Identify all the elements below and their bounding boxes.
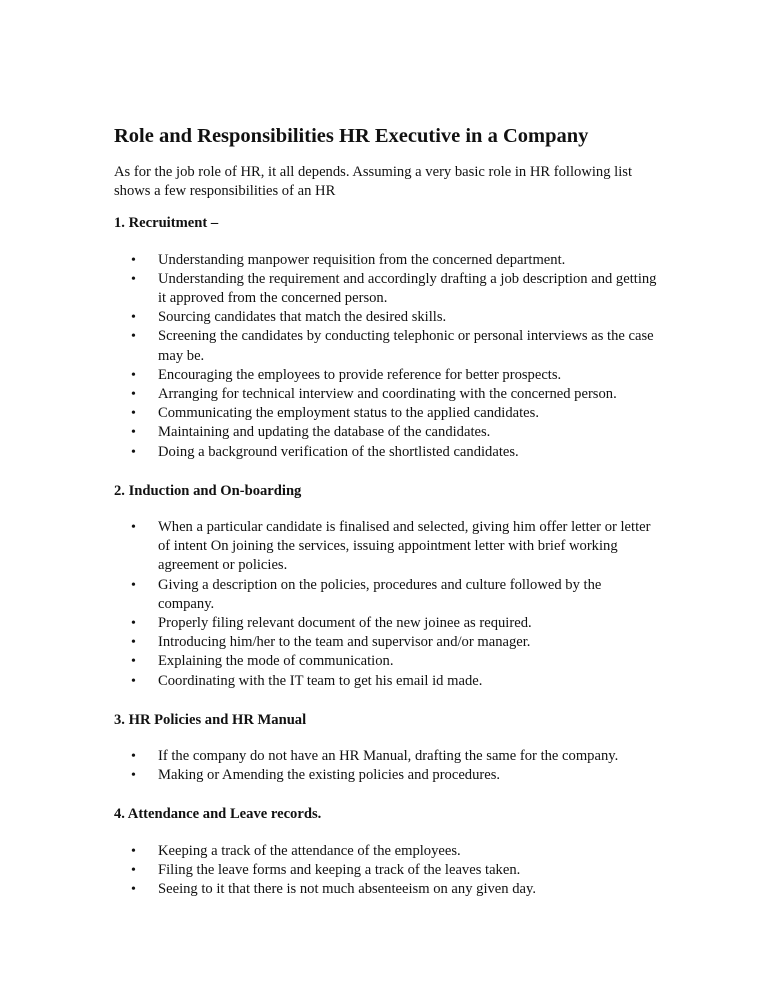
bullet-list [114, 747, 654, 785]
list-item [114, 614, 658, 633]
bullet-icon: • [131, 749, 136, 765]
list-item-text: Doing a background verification of the shortlisted candidates. [158, 443, 519, 460]
list-item-text: Seeing to it that there is not much absenteeism on any given day. [158, 881, 536, 898]
bullet-icon: • [131, 271, 136, 287]
list-item [114, 861, 658, 880]
list-item [114, 880, 658, 899]
list-item-text: Maintaining and updating the database of the candidates. [158, 424, 491, 441]
bullet-icon: • [131, 616, 136, 632]
list-item-text: Arranging for technical interview and coordinating with the concerned person. [158, 386, 617, 403]
list-item [114, 672, 658, 691]
list-item-text: Screening the candidates by conducting telephonic or personal interviews as the case may be. [158, 328, 654, 364]
list-item [114, 423, 658, 442]
list-item [114, 518, 658, 576]
bullet-icon: • [131, 367, 136, 383]
bullet-icon: • [131, 310, 136, 326]
list-item [114, 652, 658, 671]
bullet-icon: • [131, 882, 136, 898]
list-item-text: Explaining the mode of communication. [158, 653, 394, 670]
list-item [114, 251, 658, 270]
list-item [114, 385, 658, 404]
list-item-text: Understanding the requirement and accordingly drafting a job description and getting it approved from the concerned person. [158, 270, 657, 307]
section-heading: 2. Induction and On-boarding [114, 482, 302, 499]
bullet-icon: • [131, 673, 136, 689]
bullet-icon: • [131, 768, 136, 784]
document-page [114, 124, 657, 899]
bullet-icon: • [131, 635, 136, 651]
list-item [114, 633, 658, 652]
bullet-icon: • [131, 444, 136, 460]
bullet-icon: • [131, 252, 136, 268]
list-item-text: When a particular candidate is finalised and selected, giving him offer letter or letter of intent On joining the services, issuing appointment letter with brief working agreement or policies. [158, 519, 651, 574]
bullet-icon: • [131, 862, 136, 878]
bullet-icon: • [131, 843, 136, 859]
document-title: Role and Responsibilities HR Executive in a Company [114, 125, 589, 147]
list-item-text: Filing the leave forms and keeping a track of the leaves taken. [158, 861, 521, 878]
bullet-icon: • [131, 406, 136, 422]
list-item [114, 308, 658, 327]
list-item [114, 404, 658, 423]
bullet-list [114, 251, 657, 462]
list-item-text: Introducing him/her to the team and supervisor and/or manager. [158, 634, 531, 651]
list-item [114, 747, 658, 766]
bullet-icon: • [131, 329, 136, 345]
bullet-icon: • [131, 387, 136, 403]
list-item-text: Giving a description on the policies, procedures and culture followed by the company. [158, 576, 602, 612]
list-item-text: Sourcing candidates that match the desired skills. [158, 309, 447, 326]
list-item-text: Coordinating with the IT team to get his email id made. [158, 672, 483, 689]
bullet-list [114, 842, 654, 900]
section-heading: 1. Recruitment – [114, 215, 219, 232]
list-item-text: If the company do not have an HR Manual, drafting the same for the company. [158, 748, 619, 765]
bullet-list [114, 518, 654, 691]
list-item-text: Properly filing relevant document of the new joinee as required. [158, 615, 532, 632]
list-item [114, 327, 658, 365]
list-item-text: Understanding manpower requisition from the concerned department. [158, 251, 566, 268]
bullet-icon: • [131, 577, 136, 593]
list-item [114, 270, 658, 308]
bullet-icon: • [131, 425, 136, 441]
list-item-text: Keeping a track of the attendance of the employees. [158, 842, 461, 859]
list-item-text: Encouraging the employees to provide reference for better prospects. [158, 366, 562, 383]
list-item [114, 766, 658, 785]
list-item [114, 366, 658, 385]
section-heading: 4. Attendance and Leave records. [114, 806, 322, 823]
bullet-icon: • [131, 654, 136, 670]
list-item [114, 443, 658, 462]
list-item [114, 842, 658, 861]
list-item-text: Communicating the employment status to the applied candidates. [158, 405, 539, 422]
intro-paragraph: As for the job role of HR, it all depends. Assuming a very basic role in HR following list shows a few responsibilities of an HR [114, 164, 633, 200]
sections [114, 214, 657, 899]
section-heading: 3. HR Policies and HR Manual [114, 711, 307, 728]
list-item-text: Making or Amending the existing policies and procedures. [158, 767, 501, 784]
list-item [114, 576, 658, 614]
bullet-icon: • [131, 520, 136, 536]
